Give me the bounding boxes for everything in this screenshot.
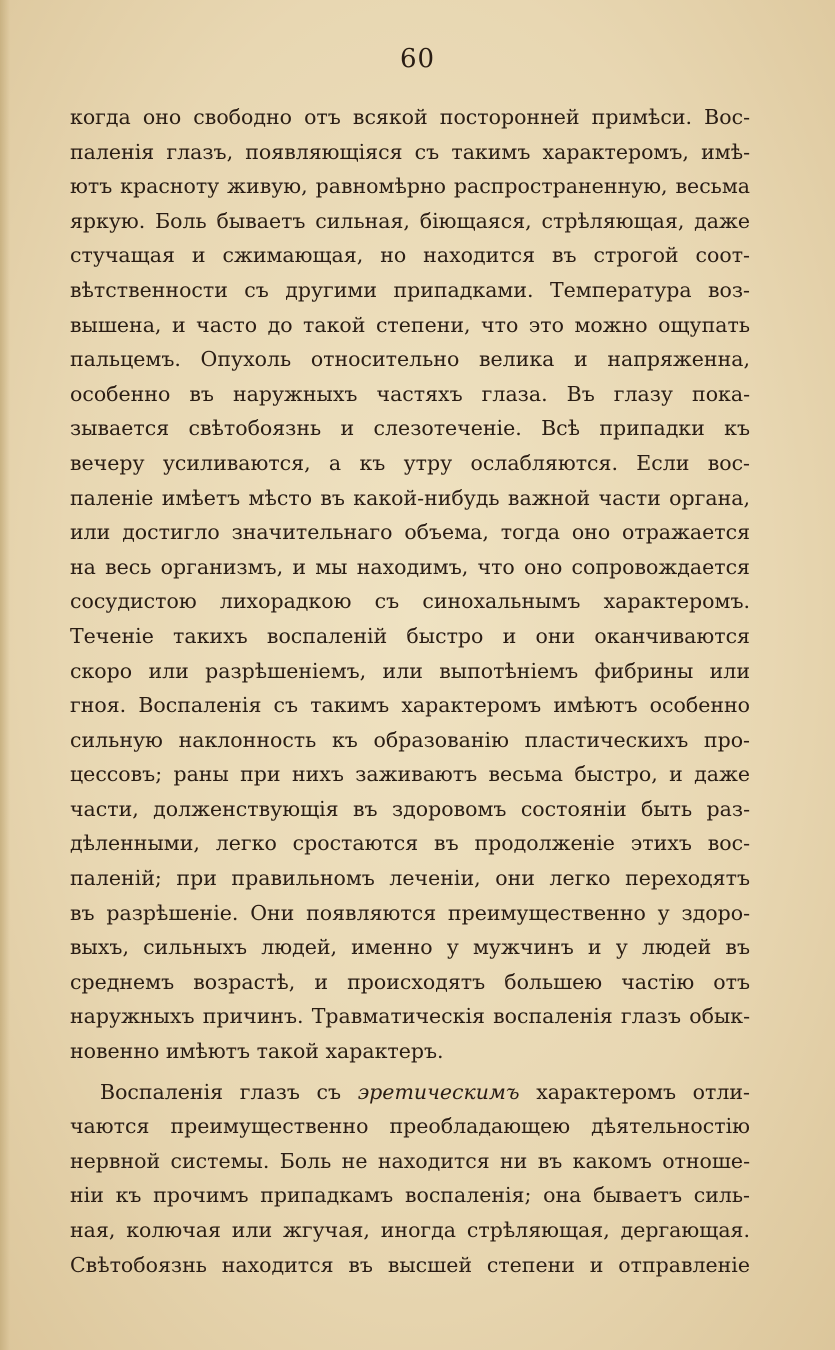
body-text — [70, 100, 750, 1282]
text-line: ніи къ прочимъ припадкамъ воспаленія; она бываетъ силь- — [70, 1183, 750, 1208]
text-line: въ разрѣшеніе. Они появляются преимущественно у здоро- — [70, 900, 750, 925]
text-line: сильную наклонность къ образованію пластическихъ про- — [70, 727, 750, 752]
text-line: сосудистою лихорадкою съ синохальнымъ характеромъ. — [70, 589, 750, 614]
text-line: выхъ, сильныхъ людей, именно у мужчинъ и у людей въ — [70, 935, 750, 960]
text-line: паленій; при правильномъ леченіи, они легко переходятъ — [70, 866, 750, 891]
text-line: среднемъ возрастѣ, и происходятъ большею частію отъ — [70, 969, 750, 994]
text-line: ная, колючая или жгучая, иногда стрѣляющая, дергающая. — [70, 1218, 750, 1242]
page-edge-shadow — [0, 0, 10, 1350]
text-line: нервной системы. Боль не находится ни въ какомъ отноше- — [70, 1148, 750, 1173]
text-line: цессовъ; раны при нихъ заживаютъ весьма быстро, и даже — [70, 762, 750, 787]
text-line: когда оно свободно отъ всякой посторонней примѣси. Вос- — [70, 105, 750, 129]
text-line: на весь организмъ, и мы находимъ, что оно сопровождается — [70, 554, 750, 579]
text-line: части, долженствующія въ здоровомъ состояніи быть раз- — [70, 796, 750, 821]
text-line: ютъ красноту живую, равномѣрно распространенную, весьма — [70, 174, 750, 199]
text-line: пальцемъ. Опухоль относительно велика и напряженна, — [70, 347, 750, 372]
page-number: 60 — [399, 44, 436, 74]
text-line: яркую. Боль бываетъ сильная, біющаяся, стрѣляющая, даже — [70, 208, 750, 233]
text-line: Свѣтобоязнь находится въ высшей степени и отправленіе — [70, 1252, 750, 1277]
text-run: Воспаленія глазъ съ — [100, 1079, 358, 1104]
text-line: зывается свѣтобоязнь и слезотеченіе. Всѣ припадки къ — [70, 416, 750, 441]
text-line: вѣтственности съ другими припадками. Температура воз- — [70, 277, 750, 302]
text-line: новенно имѣютъ такой характеръ. — [70, 1039, 444, 1064]
text-line: Теченіе такихъ воспаленій быстро и они оканчиваются — [70, 623, 750, 648]
text-line: паленія глазъ, появляющіяся съ такимъ характеромъ, имѣ- — [70, 139, 750, 164]
paragraph-first-line — [70, 1075, 750, 1110]
text-line: особенно въ наружныхъ частяхъ глаза. Въ глазу пока- — [70, 381, 750, 406]
text-line: дѣленными, легко сростаются въ продолженіе этихъ вос- — [70, 831, 750, 856]
text-run: характеромъ отли- — [519, 1079, 750, 1104]
text-line: паленіе имѣетъ мѣсто въ какой-нибудь важной части органа, — [70, 485, 750, 510]
text-line: чаются преимущественно преобладающею дѣятельностію — [70, 1114, 750, 1139]
text-line: стучащая и сжимающая, но находится въ строгой соот- — [70, 243, 750, 268]
text-line: скоро или разрѣшеніемъ, или выпотѣніемъ фибрины или — [70, 658, 750, 683]
text-line: гноя. Воспаленія съ такимъ характеромъ имѣютъ особенно — [70, 693, 750, 718]
text-line: или достигло значительнаго объема, тогда оно отражается — [70, 520, 750, 545]
text-line: наружныхъ причинъ. Травматическія воспаленія глазъ обык- — [70, 1004, 750, 1029]
italic-term: эретическимъ — [357, 1079, 520, 1104]
text-line: вечеру усиливаются, а къ утру ослабляются. Если вос- — [70, 450, 750, 475]
text-line: вышена, и часто до такой степени, что это можно ощупать — [70, 312, 750, 337]
